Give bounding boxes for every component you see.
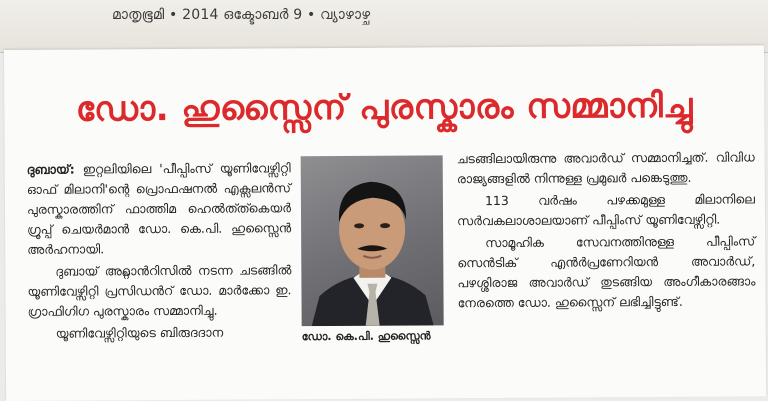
article-paragraph: യൂണിവേഴ്സിറ്റിയുടെ ബിരുദദാന [55,324,224,341]
article-paragraph: ദുബായ് അറ്റ്ലാൻറിസിൽ നടന്ന ചടങ്ങിൽ യൂണിവേഴ്സിറ്റി പ്രസിഡൻറ് ഡോ. മാർക്കോ ഇ. ഗ്രാഫിഗിഗ പുരസ്കാരം സമ്മാനിച്ചു. [27,262,292,319]
article-column-right [457,147,756,315]
portrait-photo [301,155,444,326]
dateline: ദുബായ്: [26,161,75,177]
article-column-left [27,158,292,346]
photo-caption: ഡോ. കെ.പി. ഹുസ്സൈൻ [301,329,431,344]
article-paragraph: ചടങ്ങിലായിരുന്നു അവാർഡ് സമ്മാനിച്ചത്. വിവിധ രാജ്യങ്ങളിൽ നിന്നുള്ള പ്രമുഖർ പങ്കെടുത്തു. [456,149,755,187]
masthead-date-line: മാതൃഭൂമി • 2014 ഒക്ടോബർ 9 • വ്യാഴാഴ്ച [112,7,371,23]
article-paragraph: സാമൂഹിക സേവനത്തിനുള്ള പീപ്പിംസ് സെൻടിക് എൻർപ്രണേറിയൻ അവാർഡ്, പഴശ്ശിരാജ അവാർഡ് തുടങ്ങിയ അംഗീകാരങ്ങാം നേരത്തെ ഡോ. ഹുസ്സൈന് ലഭിച്ചിട്ടുണ്ട്. [457,233,756,311]
portrait-illustration [301,155,444,326]
newspaper-clipping [4,45,766,401]
article-headline: ഡോ. ഹുസ്സൈന് പുരസ്കാരം സമ്മാനിച്ചു [75,85,693,130]
faded-previous-article-text [12,48,282,58]
article-paragraph: 113 വർഷം പഴക്കമുള്ള മിലാനിലെ സർവകലാശാലയാണ് പീപ്പിംസ് യൂണിവേഴ്സിറ്റി. [457,191,755,229]
article-paragraph: ദുബായ്: ഇറ്റലിയിലെ 'പീപ്പിംസ് യൂണിവേഴ്സിറ്റി ഓഫ് മിലാനി'ന്റെ പ്രൊഫഷനൽ എക്സലൻസ് പുരസ്കാരത്തിന് ഫാത്തിമ ഹെൽത്ത്കെയർ ഗ്രൂപ്പ് ചെയർമാൻ ഡോ. കെ.പി. ഹുസ്സൈൻ അർഹനായി. [26,160,292,257]
